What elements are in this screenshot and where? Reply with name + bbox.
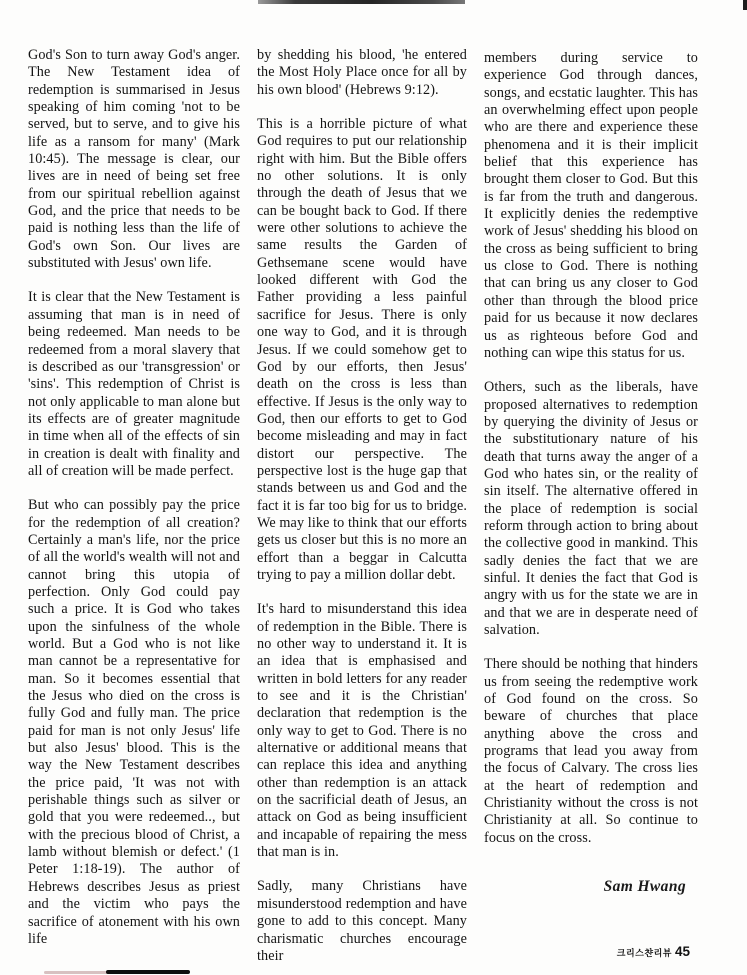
page-footer <box>617 944 690 959</box>
page-number: 45 <box>674 944 690 959</box>
paragraph: by shedding his blood, 'he entered the Most Holy Place once for all by his own blood' (Hebrews 9:12). <box>257 47 467 98</box>
paragraph: It's hard to misunderstand this idea of redemption in the Bible. There is no other way to understand it. It is an idea that is emphasised and written in bold letters for any reader to see and it is the Christian' declaration that redemption is the only way to get to God. There is no alternative or additional means that can replace this idea and anything other than redemption is an attack on the sacrificial death of Jesus, an attack on God as being insufficient and incapable of repairing the mess that man is in. <box>257 601 467 861</box>
paragraph: It is clear that the New Testament is assuming that man is in need of being redeemed. Man needs to be redeemed from a moral slavery that is described as our 'transgression' or 'sins'. This redemption of Christ is not only applicable to man alone but its effects are of greater magnitude in time when all of the effects of sin in creation is dealt with finality and all of creation will be made perfect. <box>28 289 240 479</box>
paragraph: Others, such as the liberals, have proposed alternatives to redemption by querying the divinity of Jesus or the substitutionary nature of his death that turns away the anger of a God who hates sin, or the reality of sin itself. The alternative offered in the place of redemption is social reform through action to bring about the collective good in mankind. This sadly denies the fact that we are sinful. It denies the fact that God is angry with us for the state we are in and that we are in desperate need of salvation. <box>484 379 698 638</box>
article-columns <box>28 47 720 965</box>
paragraph: But who can possibly pay the price for the redemption of all creation? Certainly a man's life, nor the price of all the world's wealth will not and cannot bring this utopia of perfection. Only God could pay such a price. It is God who takes upon the sinfulness of the whole world. But a God who is not like man cannot be a representative for man. So it becomes essential that the Jesus who died on the cross is fully God and fully man. The price paid for man is not only Jesus' life but also Jesus' blood. This is the way the New Testament describes the price paid, 'It was not with perishable things such as silver or gold that you were redeemed.., but with the precious blood of Christ, a lamb without blemish or defect.' (1 Peter 1:18-19). The author of Hebrews describes Jesus as priest and the victim who pays the sacrifice of atonement with his own life <box>28 497 240 947</box>
paragraph: This is a horrible picture of what God requires to put our relationship right with him. But the Bible offers no other solutions. It is only through the death of Jesus that we can be bought back to God. If there were other solutions to achieve the same results the Garden of Gethsemane scene would have looked different with God the Father providing a less painful sacrifice for Jesus. There is only one way to God, and it is through Jesus. If we could somehow get to God by our efforts, then Jesus' death on the cross is less than effective. If Jesus is the only way to God, then our efforts to get to God become misleading and may in fact distort our perspective. The perspective lost is the huge gap that stands between us and God and the fact it is far too big for us to bridge. We may like to think that our efforts gets us closer but this is no more an effort than a beggar in Calcutta trying to pay a million dollar debt. <box>257 116 467 583</box>
scan-artifact-bottom-mark <box>106 970 190 974</box>
paragraph: members during service to experience God through dances, songs, and ecstatic laughter. This has an overwhelming effect upon people who are there and experience these phenomena and it is their implicit belief that this experience has brought them closer to God. But this is far from the truth and dangerous. It explicitly denies the redemptive work of Jesus' shedding his blood on the cross as being sufficient to bring us close to God. There is nothing that can bring us any closer to God other than through the blood price paid for us because it now declares us as righteous before God and nothing can wipe this status for us. <box>484 50 698 361</box>
article-column-3 <box>484 47 698 965</box>
journal-name: 크리스챤리뷰 <box>616 949 672 959</box>
scan-artifact-top-bar <box>258 0 465 4</box>
scan-artifact-bottom-smear <box>44 971 110 974</box>
author-signature: Sam Hwang <box>603 878 686 896</box>
article-column-1 <box>28 47 240 965</box>
paragraph: God's Son to turn away God's anger. The New Testament idea of redemption is summarised in Jesus speaking of him coming 'not to be served, but to serve, and to give his life as a ransom for many' (Mark 10:45). The message is clear, our lives are in need of being set free from our spiritual rebellion against God, and the price that needs to be paid is nothing less than the life of God's own Son. Our lives are substituted with Jesus' own life. <box>28 47 240 272</box>
article-column-2 <box>257 47 467 965</box>
paragraph: Sadly, many Christians have misunderstood redemption and have gone to add to this concept. Many charismatic churches encourage their <box>257 878 467 964</box>
paragraph: There should be nothing that hinders us from seeing the redemptive work of God found on the cross. So beware of churches that place anything above the cross and programs that lead you away from the focus of Calvary. The cross lies at the heart of redemption and Christianity without the cross is not Christianity at all. So continue to focus on the cross. <box>484 656 698 846</box>
scan-artifact-corner-speck <box>743 0 747 10</box>
